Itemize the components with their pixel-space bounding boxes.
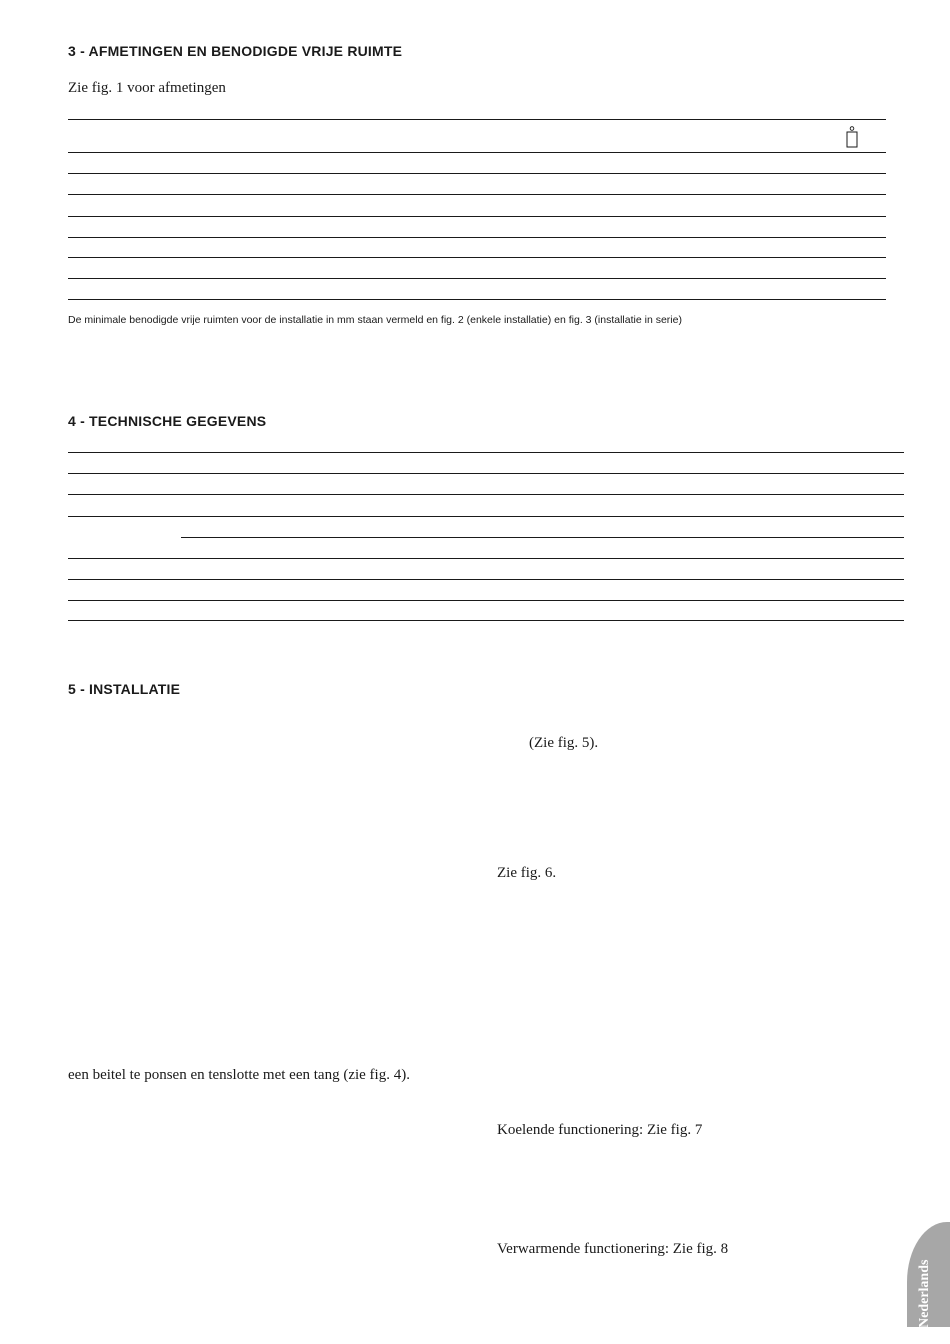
bottle-icon xyxy=(846,126,858,148)
section-3-intro: Zie fig. 1 voor afmetingen xyxy=(68,80,226,96)
fig-5-reference: (Zie fig. 5). xyxy=(529,735,599,751)
table-rule xyxy=(68,579,904,580)
fig-8-reference: Verwarmende functionering: Zie fig. 8 xyxy=(497,1241,729,1257)
section-3-heading: 3 - AFMETINGEN EN BENODIGDE VRIJE RUIMTE xyxy=(68,43,403,59)
table-rule xyxy=(68,299,886,300)
clearance-note: De minimale benodigde vrije ruimten voor de installatie in mm staan vermeld en fig. 2 (enkele installatie) en fig. 3 (installatie in serie) xyxy=(68,314,682,326)
fig-4-reference: een beitel te ponsen en tenslotte met een tang (zie fig. 4). xyxy=(68,1067,410,1083)
table-rule xyxy=(68,600,904,601)
table-rule xyxy=(68,494,904,495)
fig-6-reference: Zie fig. 6. xyxy=(497,865,557,881)
section-5-heading: 5 - INSTALLATIE xyxy=(68,681,181,697)
table-rule xyxy=(68,216,886,217)
table-rule xyxy=(68,152,886,153)
table-rule xyxy=(68,173,886,174)
language-tab-label: Nederlands xyxy=(917,1259,932,1328)
table-rule xyxy=(68,237,886,238)
table-rule xyxy=(68,516,904,517)
table-rule xyxy=(68,278,886,279)
table-rule xyxy=(68,119,886,120)
table-rule xyxy=(68,620,904,621)
table-rule xyxy=(68,452,904,453)
table-rule xyxy=(68,194,886,195)
table-rule xyxy=(68,257,886,258)
fig-7-reference: Koelende functionering: Zie fig. 7 xyxy=(497,1122,703,1138)
table-rule xyxy=(181,537,904,538)
table-rule xyxy=(68,558,904,559)
table-rule xyxy=(68,473,904,474)
section-4-heading: 4 - TECHNISCHE GEGEVENS xyxy=(68,413,267,429)
